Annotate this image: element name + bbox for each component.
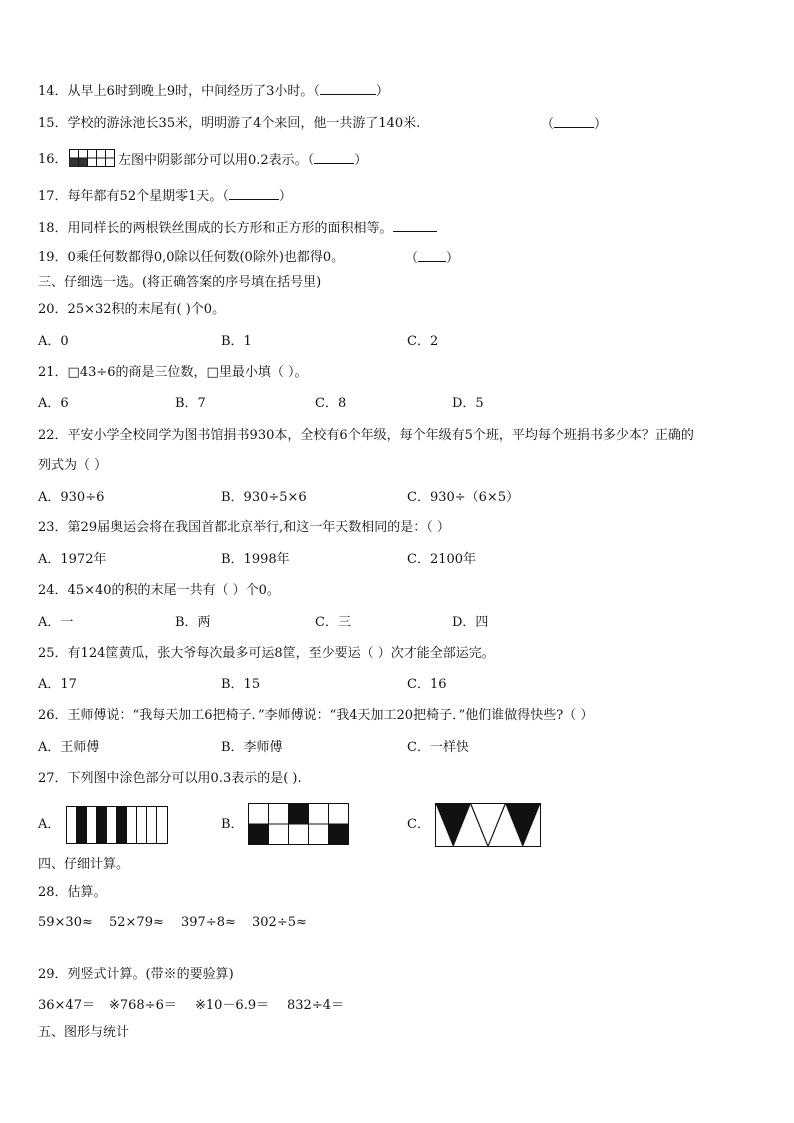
question-16-text: 左图中阴影部分可以用0.2表示。（ ）: [118, 153, 368, 168]
question-15-paren: （ ）: [541, 117, 608, 132]
answer-blank[interactable]: [314, 151, 354, 164]
option-d[interactable]: D．5: [452, 396, 484, 411]
question-14: 14．从早上6时到晚上9时，中间经历了3小时。（ ）: [38, 84, 389, 99]
option-a[interactable]: A．17: [38, 677, 77, 692]
question-29-items: [38, 997, 758, 1015]
question-20: 20．25×32积的末尾有( )个0。: [38, 302, 226, 317]
option-b[interactable]: B．1998年: [221, 552, 290, 567]
answer-blank[interactable]: [554, 115, 594, 128]
option-c[interactable]: C．: [407, 817, 430, 832]
answer-blank[interactable]: [229, 187, 279, 200]
question-24: 24．45×40的积的末尾一共有（ ）个0。: [38, 583, 280, 598]
question-28-items: [38, 914, 758, 932]
question-19-paren: （ ）: [405, 251, 460, 266]
option-a[interactable]: A．王师傅: [38, 740, 100, 755]
option-c[interactable]: C．2100年: [407, 552, 477, 567]
option-b[interactable]: B．李师傅: [221, 740, 283, 755]
question-18: 18．用同样长的两根铁丝围成的长方形和正方形的面积相等。: [38, 219, 437, 238]
calc-item: ※768÷6＝: [109, 998, 177, 1013]
calc-item: 36×47＝: [38, 998, 95, 1013]
option-b[interactable]: B．: [221, 817, 244, 832]
estimate-item: 59×30≈: [38, 915, 93, 930]
question-25-options: [38, 676, 758, 694]
question-22: 22．平安小学全校同学为图书馆捐书930本，全校有6个年级，每个年级有5个班，平均每个班捐书多少本？正确的: [38, 428, 694, 443]
question-28: 28．估算。: [38, 885, 107, 900]
estimate-item: 302÷5≈: [252, 915, 307, 930]
figure-option-b[interactable]: [248, 803, 349, 845]
figure-option-a[interactable]: [66, 806, 168, 844]
question-21-options: [38, 395, 758, 413]
question-23-options: [38, 551, 758, 569]
option-a[interactable]: A．930÷6: [38, 490, 105, 505]
option-a[interactable]: A．6: [38, 396, 69, 411]
option-b[interactable]: B．7: [175, 396, 206, 411]
option-c[interactable]: C．2: [407, 334, 439, 349]
question-29: 29．列竖式计算。(带※的要验算): [38, 967, 234, 982]
question-15: 15．学校的游泳池长35米，明明游了4个来回，他一共游了140米.: [38, 116, 421, 131]
option-d[interactable]: D．四: [452, 615, 489, 630]
option-a[interactable]: A．0: [38, 334, 69, 349]
section-4-heading: 四、仔细计算。: [38, 857, 130, 872]
question-27: 27．下列图中涂色部分可以用0.3表示的是( ).: [38, 771, 302, 786]
option-c[interactable]: C．8: [315, 396, 347, 411]
section-5-heading: 五、图形与统计: [38, 1025, 130, 1040]
option-b[interactable]: B．两: [175, 615, 211, 630]
option-c[interactable]: C．三: [315, 615, 351, 630]
option-b[interactable]: B．15: [221, 677, 261, 692]
option-b[interactable]: B．930÷5×6: [221, 490, 307, 505]
option-a[interactable]: A．一: [38, 615, 74, 630]
answer-blank[interactable]: [320, 82, 376, 95]
option-a[interactable]: A．: [38, 817, 61, 832]
option-c[interactable]: C．一样快: [407, 740, 469, 755]
question-24-options: [38, 614, 758, 632]
question-21: 21．□43÷6的商是三位数，□里最小填（ ）。: [38, 365, 308, 380]
calc-item: ※10－6.9＝: [195, 998, 270, 1013]
question-23: 23．第29届奥运会将在我国首都北京举行,和这一年天数相同的是：（ ）: [38, 520, 450, 535]
figure-option-c[interactable]: [435, 803, 541, 847]
question-26-options: [38, 739, 758, 757]
option-c[interactable]: C．16: [407, 677, 447, 692]
grid-figure-q16: [69, 149, 115, 167]
answer-blank[interactable]: [418, 249, 446, 262]
answer-blank[interactable]: [393, 219, 437, 232]
calc-item: 832÷4＝: [287, 998, 344, 1013]
question-22-continued: 列式为（ ）: [38, 458, 108, 473]
option-b[interactable]: B．1: [221, 334, 252, 349]
question-20-options: [38, 333, 758, 351]
estimate-item: 397÷8≈: [181, 915, 236, 930]
option-c[interactable]: C．930÷（6×5）: [407, 490, 520, 505]
question-26: 26．王师傅说：“我每天加工6把椅子．”李师傅说：“我4天加工20把椅子．”他们谁做得快些?（ ）: [38, 708, 594, 723]
question-16: 16．: [38, 152, 68, 167]
option-a[interactable]: A．1972年: [38, 552, 107, 567]
question-22-options: [38, 489, 758, 507]
question-19: 19．0乘任何数都得0,0除以任何数(0除外)也都得0。: [38, 250, 345, 265]
estimate-item: 52×79≈: [109, 915, 164, 930]
question-17: 17．每年都有52个星期零1天。（ ）: [38, 189, 292, 204]
section-3-heading: 三、仔细选一选。(将正确答案的序号填在括号里): [38, 275, 322, 290]
question-25: 25．有124筐黄瓜，张大爷每次最多可运8筐，至少要运（ ）次才能全部运完。: [38, 646, 495, 661]
